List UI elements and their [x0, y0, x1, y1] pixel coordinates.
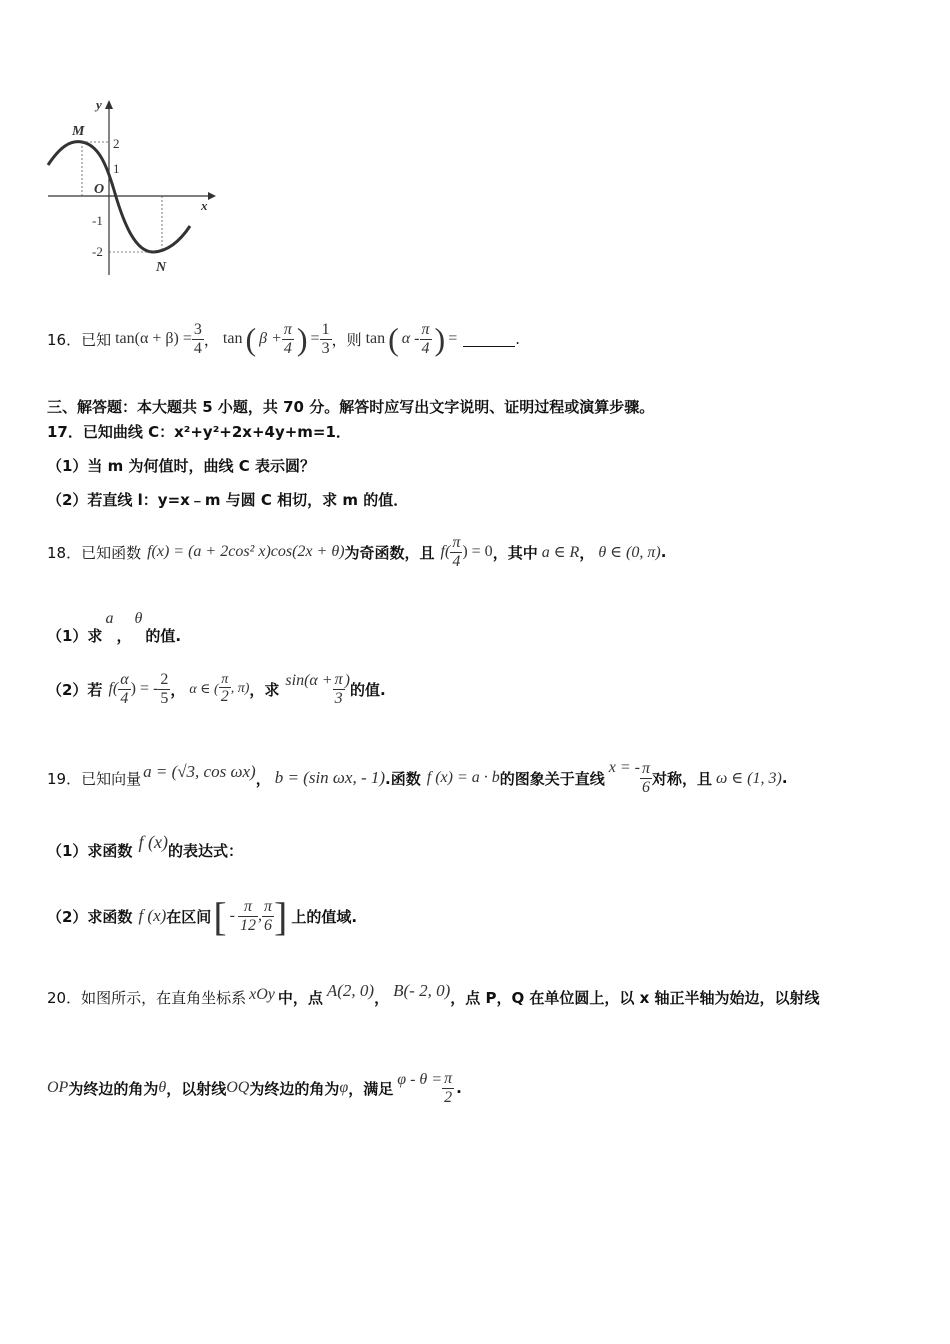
- q19-p1-a: （1）求函数: [47, 841, 133, 860]
- label-m: M: [72, 124, 85, 139]
- q18-cond-num: π: [452, 533, 461, 551]
- q16-paren-close: ): [296, 320, 308, 357]
- q18-cond-b: ) = 0: [462, 543, 493, 560]
- q19-end: .: [781, 769, 788, 787]
- q20-l2-c: 为终边的角为: [249, 1079, 340, 1098]
- q16-answer-blank[interactable]: [463, 332, 515, 347]
- q20-l2-d: ，满足: [348, 1079, 394, 1098]
- q18-mid: 为奇函数，且: [344, 543, 435, 562]
- q19-vec-b: b = (sin ωx, - 1): [274, 768, 386, 787]
- q19-sym: 的图象关于直线: [499, 769, 605, 788]
- q18-p1-comma: ，: [116, 627, 132, 645]
- q16-eq: =: [310, 330, 320, 347]
- q18-p2-rn: π: [219, 672, 231, 688]
- q16-line: [47, 318, 520, 360]
- q18-part1: [47, 606, 181, 646]
- q18-p2-a: （2）若: [47, 680, 103, 699]
- q19-p1-b: 的表达式：: [167, 841, 243, 860]
- q18-p2-frac-alpha-4: [118, 671, 130, 707]
- q18-p2-range-a: α ∈ (: [189, 681, 219, 697]
- y-axis-arrow: [105, 100, 113, 109]
- q18-p2-fd: 4: [120, 689, 129, 707]
- q16-f3-num: 1: [321, 320, 330, 338]
- q18-p2-vd: 5: [160, 689, 169, 707]
- q18-p1-var-a: a: [105, 610, 114, 627]
- x-axis-arrow: [208, 192, 216, 200]
- q18-p2-frac-pi-3: [333, 671, 345, 707]
- q16-frac-1-3: [320, 321, 332, 357]
- q20-rest: ，点 P，Q 在单位圆上，以 x 轴正半轴为始边，以射线: [450, 988, 820, 1007]
- sine-curve: [48, 142, 190, 252]
- q18-number: 18．已知函数: [47, 543, 142, 562]
- q19-func: f (x) = a · b: [426, 769, 500, 786]
- q16-paren-close-2: ): [434, 320, 446, 357]
- q16-expr2b: β +: [259, 330, 282, 347]
- q19-p2-n1: π: [238, 898, 258, 917]
- sine-graph: [40, 95, 220, 280]
- q16-frac-3-4: [192, 321, 204, 357]
- q16-frac-pi-4-b: [420, 321, 432, 357]
- q18-p2-f: f(: [108, 680, 119, 697]
- q20-l2-d2: 2: [444, 1088, 453, 1106]
- q19-bracket-open: [: [213, 893, 227, 939]
- q20-mid: 中，点: [277, 988, 323, 1007]
- q20-frac-pi-2: [442, 1070, 454, 1106]
- q16-frac-pi-4: [282, 321, 294, 357]
- q19-omega: ω ∈ (1, 3): [716, 770, 782, 787]
- q18-p2-rd: 2: [220, 688, 229, 706]
- q18-part2: [47, 664, 386, 714]
- q19-sym2: 对称，且: [652, 769, 713, 788]
- q20-l2-n: π: [444, 1069, 453, 1087]
- q17-stem: 17．已知曲线 C：x²+y²+2x+4y+m=1．: [47, 423, 351, 441]
- q20-eq: φ - θ =: [397, 1071, 443, 1088]
- q18-p2-range-b: , π): [230, 681, 250, 696]
- q19-p2-d2: 6: [263, 916, 272, 934]
- q16-f2-num: π: [283, 320, 292, 338]
- q19-bracket-close: ]: [273, 893, 288, 939]
- q20-line2: [47, 1066, 462, 1110]
- q20-l2-end: .: [456, 1079, 462, 1097]
- q19-frac-pi-6: [640, 760, 652, 796]
- q18-func: f(x) = (a + 2cos² x)cos(2x + θ): [147, 543, 345, 560]
- q18-p2-close: ): [344, 672, 350, 689]
- q19-p2-mid: 在区间: [166, 907, 212, 926]
- q18-p2-sn: π: [334, 670, 343, 688]
- q18-p2-eq: ) = -: [130, 680, 159, 697]
- q18-p2-sd: 3: [334, 689, 343, 707]
- q19-p2-b: 上的值域.: [291, 907, 358, 926]
- tick-2: 2: [113, 136, 120, 151]
- tick-minus-1: -1: [92, 213, 103, 228]
- q16-f1-num: 3: [193, 320, 202, 338]
- q18-comma: ，: [579, 543, 595, 562]
- q16-f1-den: 4: [193, 339, 202, 357]
- label-n: N: [156, 260, 167, 275]
- q16-eq2: =: [448, 330, 458, 347]
- label-y: y: [96, 97, 102, 112]
- q20-number: 20．如图所示，在直角坐标系: [47, 988, 247, 1007]
- q20-point-a: A(2, 0): [326, 981, 375, 1000]
- q20-oq: OQ: [226, 1079, 250, 1096]
- label-o: O: [94, 182, 105, 197]
- q20-point-b: B(- 2, 0): [393, 981, 451, 1000]
- q16-f3-den: 3: [321, 339, 330, 357]
- q18-p2-ask: ，求: [249, 680, 280, 699]
- q20-xoy: xOy: [249, 986, 275, 1003]
- q19-ln: π: [642, 759, 651, 777]
- q20-l2-b: ，以射线: [166, 1079, 227, 1098]
- q16-paren-open: (: [245, 320, 257, 357]
- q19-part1: [47, 832, 243, 868]
- q18-end: .: [660, 543, 667, 561]
- q19-frac-pi-6-b: [262, 898, 274, 934]
- q17-part2: （2）若直线 l：y=x﹣m 与圆 C 相切，求 m 的值．: [47, 491, 409, 509]
- q19-comma: ，: [255, 769, 271, 788]
- q19-p2-f: f (x): [138, 906, 167, 925]
- q18-a-in-r: a ∈ R: [541, 544, 580, 561]
- q16-tan3: tan: [365, 330, 386, 347]
- q16-expr1: tan(α + β) =: [115, 330, 192, 347]
- q19-number: 19．已知向量: [47, 769, 142, 788]
- tick-minus-2: -2: [92, 244, 103, 259]
- q16-f2-den: 4: [283, 339, 292, 357]
- q19-ld: 6: [642, 778, 650, 796]
- q16-paren-open-2: (: [388, 320, 399, 357]
- q20-l2-a: 为终边的角为: [68, 1079, 159, 1098]
- q19-p2-n2: π: [263, 897, 272, 915]
- q19-part2: [47, 890, 357, 942]
- section-3-heading: 三、解答题：本大题共 5 小题，共 70 分。解答时应写出文字说明、证明过程或演算步骤。: [47, 398, 655, 416]
- q19-p2-minus: -: [229, 907, 235, 924]
- q16-expr3b: α -: [401, 330, 420, 347]
- q18-p2-vn: 2: [160, 670, 169, 688]
- q18-cond-frac: [450, 534, 462, 570]
- q19-p2-sep: ,: [257, 907, 262, 924]
- q18-cond-a: f(: [440, 543, 451, 560]
- tick-1: 1: [113, 161, 120, 176]
- q19-p1-f: f (x): [138, 831, 168, 852]
- q17-part1: （1）当 m 为何值时，曲线 C 表示圆？: [47, 457, 315, 475]
- q16-number: 16．已知: [47, 330, 112, 349]
- q19-line: [47, 756, 788, 800]
- q19-vec-a: a = (√3, cos ωx): [143, 762, 256, 781]
- q16-comma: ，: [203, 330, 219, 349]
- q19-func-label: .函数: [385, 769, 421, 788]
- q18-p2-sin: sin(α +: [285, 672, 333, 689]
- q18-p2-frac-pi-2: [219, 672, 231, 706]
- q20-comma: ，: [374, 988, 390, 1007]
- q18-where: ，其中: [492, 543, 538, 562]
- q18-line: [47, 532, 666, 572]
- q18-p2-frac-2-5: [158, 671, 170, 707]
- q18-p2-fn: α: [120, 670, 129, 688]
- q18-p2-comma: ，: [170, 680, 186, 699]
- q20-line1: [47, 978, 820, 1016]
- q16-then: ，则: [331, 330, 362, 349]
- q18-p1-b: 的值.: [145, 627, 182, 645]
- q16-tan2: tan: [222, 330, 243, 347]
- q19-frac-pi-12: [238, 898, 258, 934]
- q20-theta: θ: [158, 1079, 167, 1096]
- q18-cond-den: 4: [452, 552, 461, 570]
- label-x: x: [201, 198, 208, 213]
- q19-p2-a: （2）求函数: [47, 907, 133, 926]
- q16-f4-den: 4: [421, 339, 430, 357]
- q16-f4-num: π: [421, 320, 430, 338]
- q18-p1-var-theta: θ: [134, 610, 143, 627]
- q18-theta-range: θ ∈ (0, π): [598, 544, 661, 561]
- q18-p1-a: （1）求: [47, 627, 103, 645]
- q18-p2-b: 的值.: [349, 680, 386, 699]
- q20-op: OP: [47, 1079, 69, 1096]
- q20-phi: φ: [339, 1079, 349, 1096]
- q16-end: .: [515, 330, 520, 348]
- q19-p2-d1: 12: [239, 916, 256, 934]
- q19-line-a: x = -: [608, 759, 640, 776]
